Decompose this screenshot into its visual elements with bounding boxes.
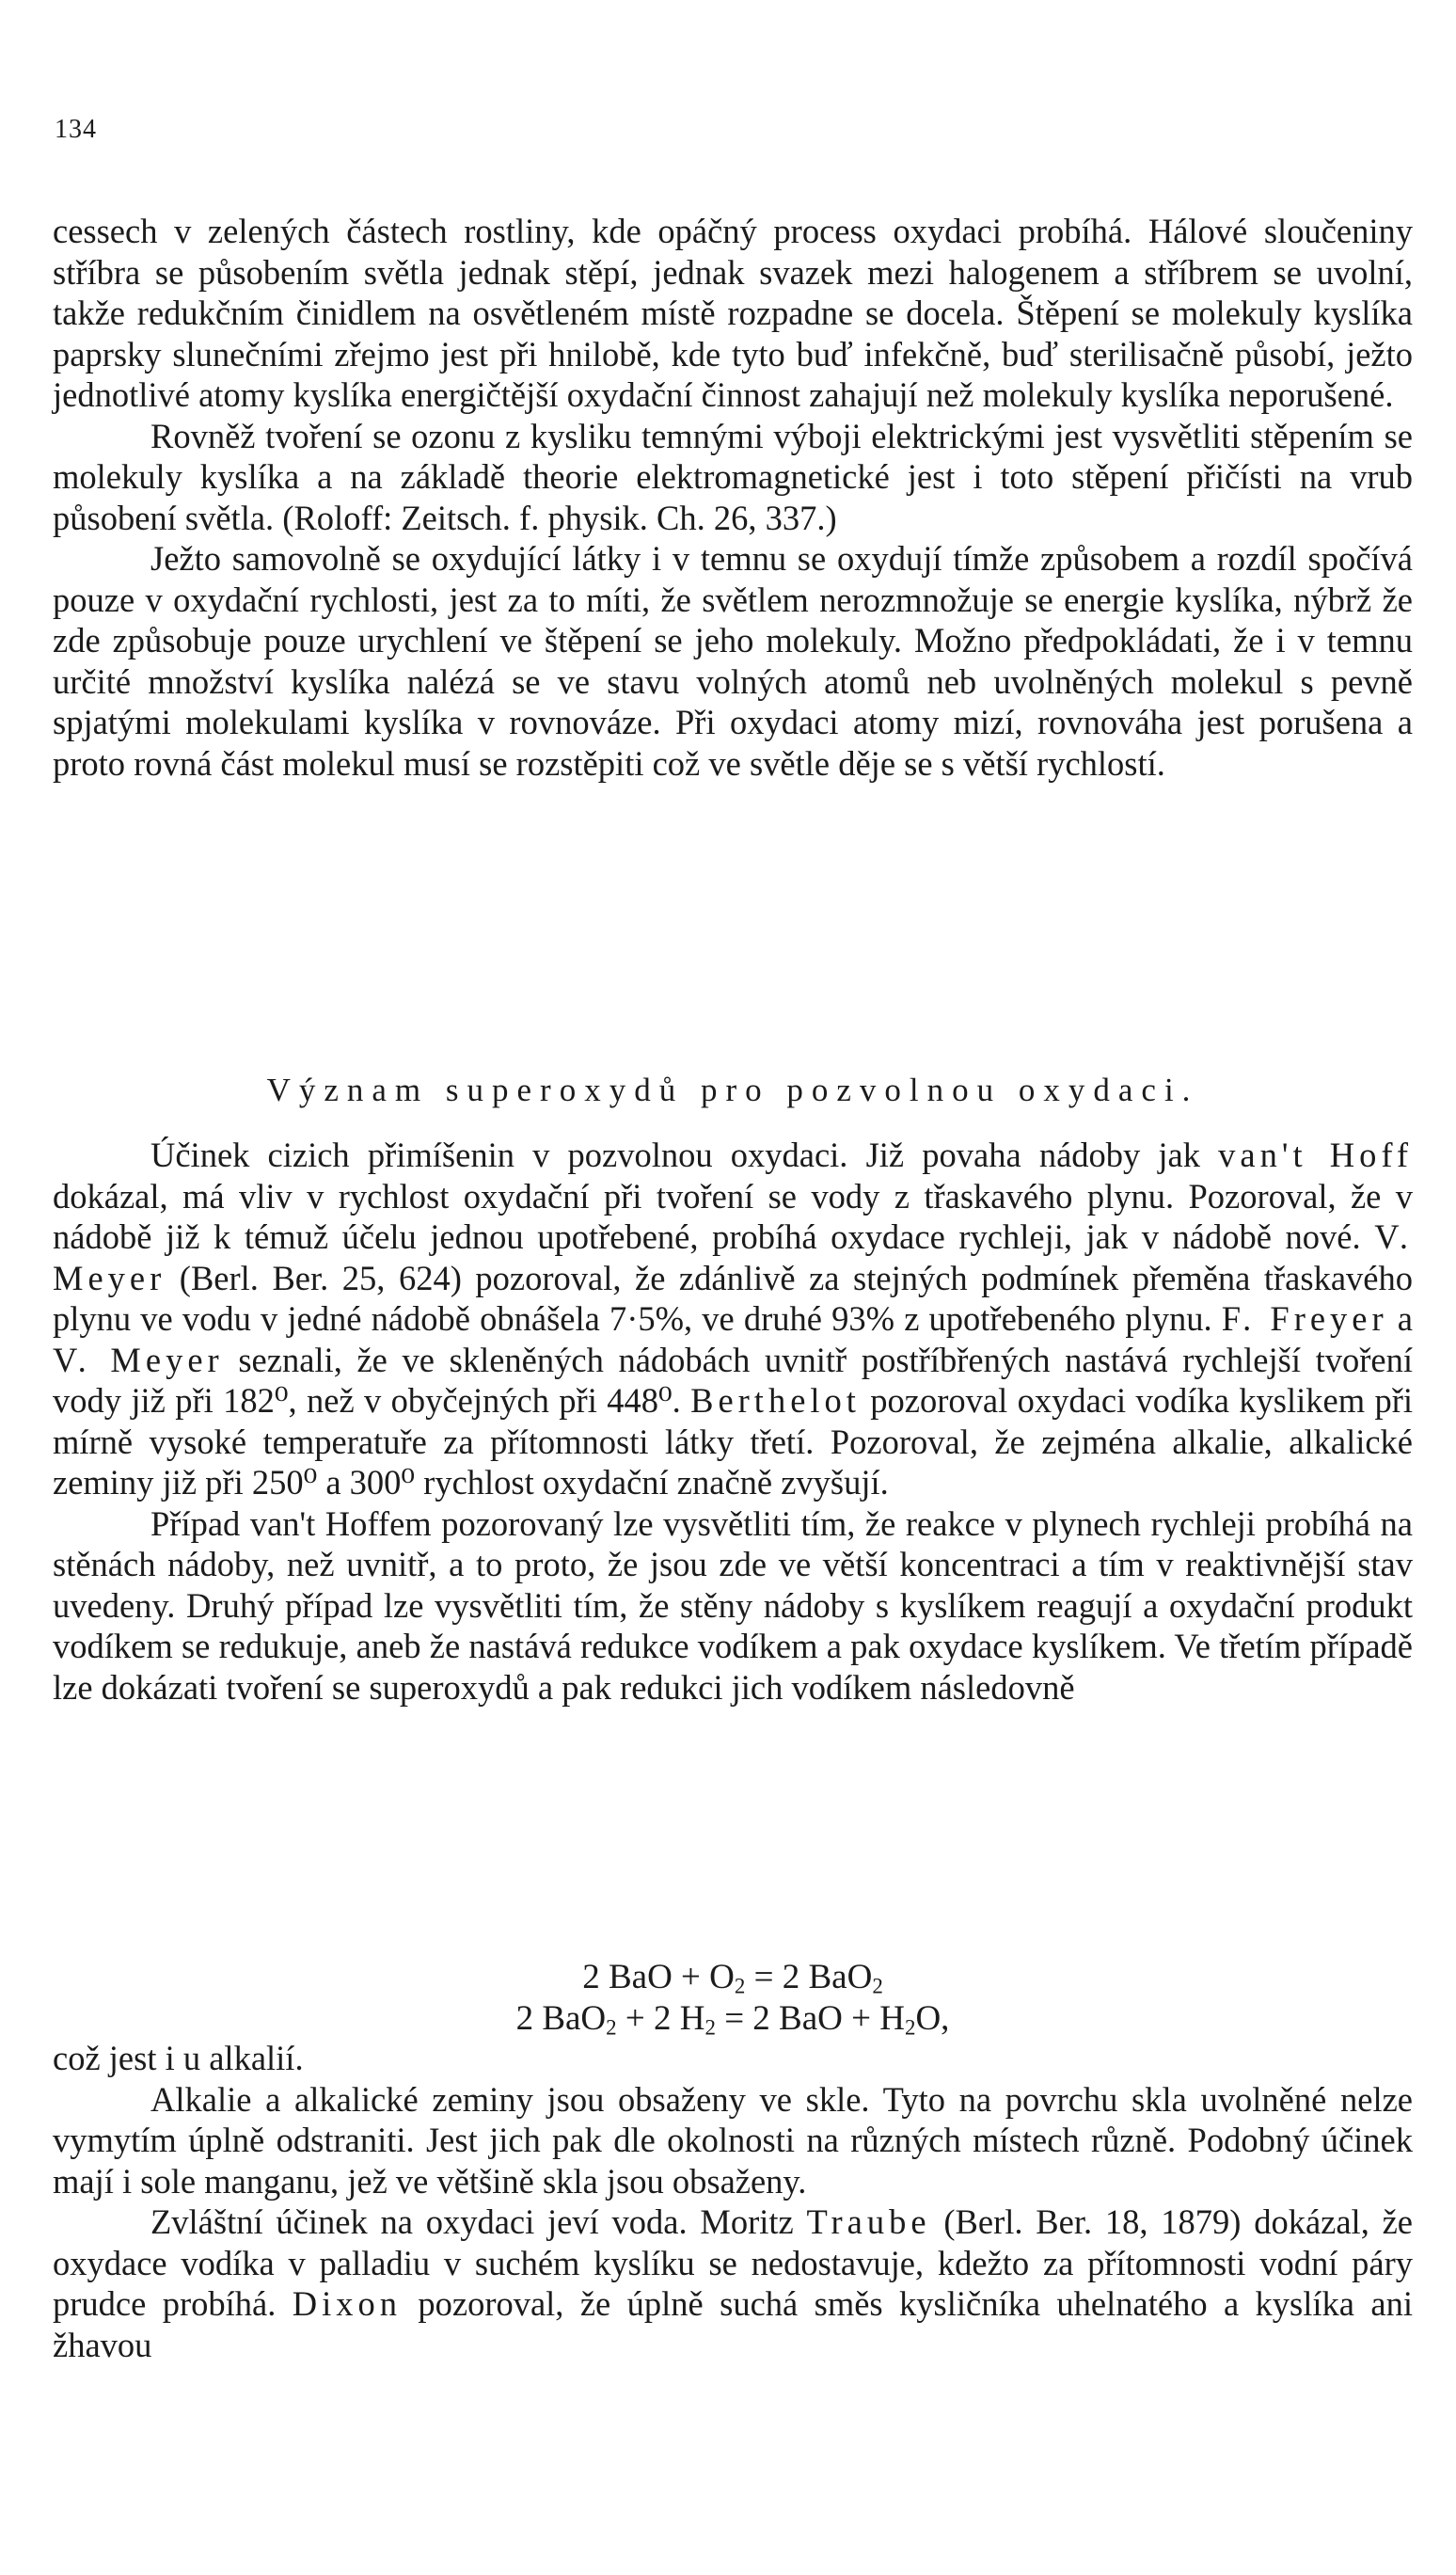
paragraph xyxy=(53,2201,1413,2365)
paragraph: cessech v zelených částech rostliny, kde opáčný process oxydaci probíhá. Hálové sloučeniny stříbra se působením světla jednak stěpí, jednak svazek mezi halogenem a stříbrem se uvolní, takže redukčním činidlem na osvětleném místě rozpadne se docela. Štěpení se molekuly kyslíka paprsky slunečními zřejmo jest při hnilobě, kde tyto buď infekčně, buď sterilisačně působí, ježto jednotlivé atomy kyslíka energičtější oxydační činnost zahajují než molekuly kyslíka neporušené. xyxy=(53,212,1413,414)
author-name: V. Meyer xyxy=(53,1217,1413,1297)
author-name: V. Meyer xyxy=(53,1340,224,1379)
paragraph: Případ van't Hoffem pozorovaný lze vysvětliti tím, že reakce v plynech rychleji probíhá na stěnách nádoby, než uvnitř, a to proto, že jsou zde ve větší koncentraci a tím v reaktivnější stav uvedeny. Druhý případ lze vysvětliti tím, že stěny nádoby s kyslíkem reagují a oxydační produkt vodíkem se redukuje, aneb že nastává redukce vodíkem a pak oxydace kyslíkem. Ve třetím případě lze dokázati tvoření se superoxydů a pak redukci jich vodíkem následovně xyxy=(53,1503,1413,1707)
equation-part: 2 BaO + O xyxy=(582,1958,735,1996)
section-three-text xyxy=(53,2038,1413,2365)
text-run: seznali, že ve skleněných nádobách uvnitř postříbřených nastává rychlejší tvoření vody již při 182⁰, než v obyčejných při 448⁰. xyxy=(53,1340,1413,1420)
text-run: Účinek cizich přimíšenin v pozvolnou oxydaci. Již povaha nádoby jak xyxy=(150,1136,1219,1174)
subscript: 2 xyxy=(606,2015,617,2040)
author-name: Dixon xyxy=(292,2284,402,2323)
text-run: (Berl. Ber. 18, 1879) dokázal, že oxydace vodíka v palladiu v suchém kyslíku se nedostavuje, kdežto za přítomnosti vodní páry prudce probíhá. xyxy=(53,2202,1413,2323)
equation-part: 2 BaO xyxy=(515,1999,607,2038)
author-name: Traube xyxy=(806,2202,931,2241)
text-run: dokázal, má vliv v rychlost oxydační při tvoření se vody z třaskavého plynu. Pozoroval, že v nádobě již k témuž účelu jednou upotřebené, probíhá oxydace rychleji, jak v nádobě nové. xyxy=(53,1176,1413,1256)
page-number: 134 xyxy=(55,115,97,144)
equation-part: = 2 BaO + H xyxy=(715,1999,905,2038)
paragraph xyxy=(53,1135,1413,1503)
section-two-text xyxy=(53,1135,1413,1708)
subscript: 2 xyxy=(872,1974,883,1998)
equation-2 xyxy=(53,1998,1413,2040)
section-heading: Význam superoxydů pro pozvolnou oxydaci. xyxy=(266,1072,1199,1108)
equation-part: = 2 BaO xyxy=(745,1958,873,1996)
author-name: van't Hoff xyxy=(1218,1136,1413,1174)
section-one-text xyxy=(53,211,1413,784)
text-run: pozoroval oxydaci vodíka kyslikem při mírně vysoké temperatuře za přítomnosti látky třetí. Pozoroval, že zejména alkalie, alkalické zeminy již při 250⁰ a 300⁰ rychlost oxydační značně zvyšují. xyxy=(53,1381,1414,1502)
equation-part: O, xyxy=(915,1999,950,2038)
paragraph: Alkalie a alkalické zeminy jsou obsaženy ve skle. Tyto na povrchu skla uvolněné nelze vymytím úplně odstraniti. Jest jich pak dle okolnosti na různých místech různě. Podobný účinek mají i sole manganu, jež ve většině skla jsou obsaženy. xyxy=(53,2079,1413,2201)
text-run: pozoroval, že úplně suchá směs kysličníka uhelnatého a kyslíka ani žhavou xyxy=(53,2284,1413,2364)
text-run: (Berl. Ber. 25, 624) pozoroval, že zdánlivě za stejných podmínek přeměna třaskavého plynu ve vodu v jedné nádobě obnášela 7·5%, ve druhé 93% z upotřebeného plynu. xyxy=(53,1258,1413,1338)
paragraph: Ježto samovolně se oxydující látky i v temnu se oxydují tímže způsobem a rozdíl spočívá pouze v oxydační rychlosti, jest za to míti, že světlem nerozmnožuje se energie kyslíka, nýbrž že zde způsobuje pouze urychlení ve štěpení se jeho molekuly. Možno předpokládati, že i v temnu určité množství kyslíka nalézá se ve stavu volných atomů neb uvolněných molekul s pevně spjatými molekulami kyslíka v rovnováze. Při oxydaci atomy mizí, rovnováha jest porušena a proto rovná část molekul musí se rozstěpiti což ve světle děje se s větší rychlostí. xyxy=(53,539,1413,783)
text-run: Zvláštní účinek na oxydaci jeví voda. Moritz xyxy=(150,2202,807,2241)
subscript: 2 xyxy=(904,2015,916,2040)
chemical-equations xyxy=(53,1957,1413,2040)
paragraph: Rovněž tvoření se ozonu z kysliku temnými výboji elektrickými jest vysvětliti stěpením se molekuly kyslíka a na základě theorie elektromagnetické jest i toto stěpení přičísti na vrub působení světla. (Roloff: Zeitsch. f. physik. Ch. 26, 337.) xyxy=(53,416,1413,537)
equation-part: + 2 H xyxy=(616,1999,705,2038)
subscript: 2 xyxy=(734,1974,746,1998)
author-name: F. Freyer xyxy=(1221,1299,1388,1338)
author-name: Berthelot xyxy=(690,1381,861,1420)
subscript: 2 xyxy=(704,2015,716,2040)
paragraph: což jest i u alkalií. xyxy=(53,2039,304,2077)
text-run: a xyxy=(1387,1299,1413,1338)
equation-1 xyxy=(53,1957,1413,1998)
